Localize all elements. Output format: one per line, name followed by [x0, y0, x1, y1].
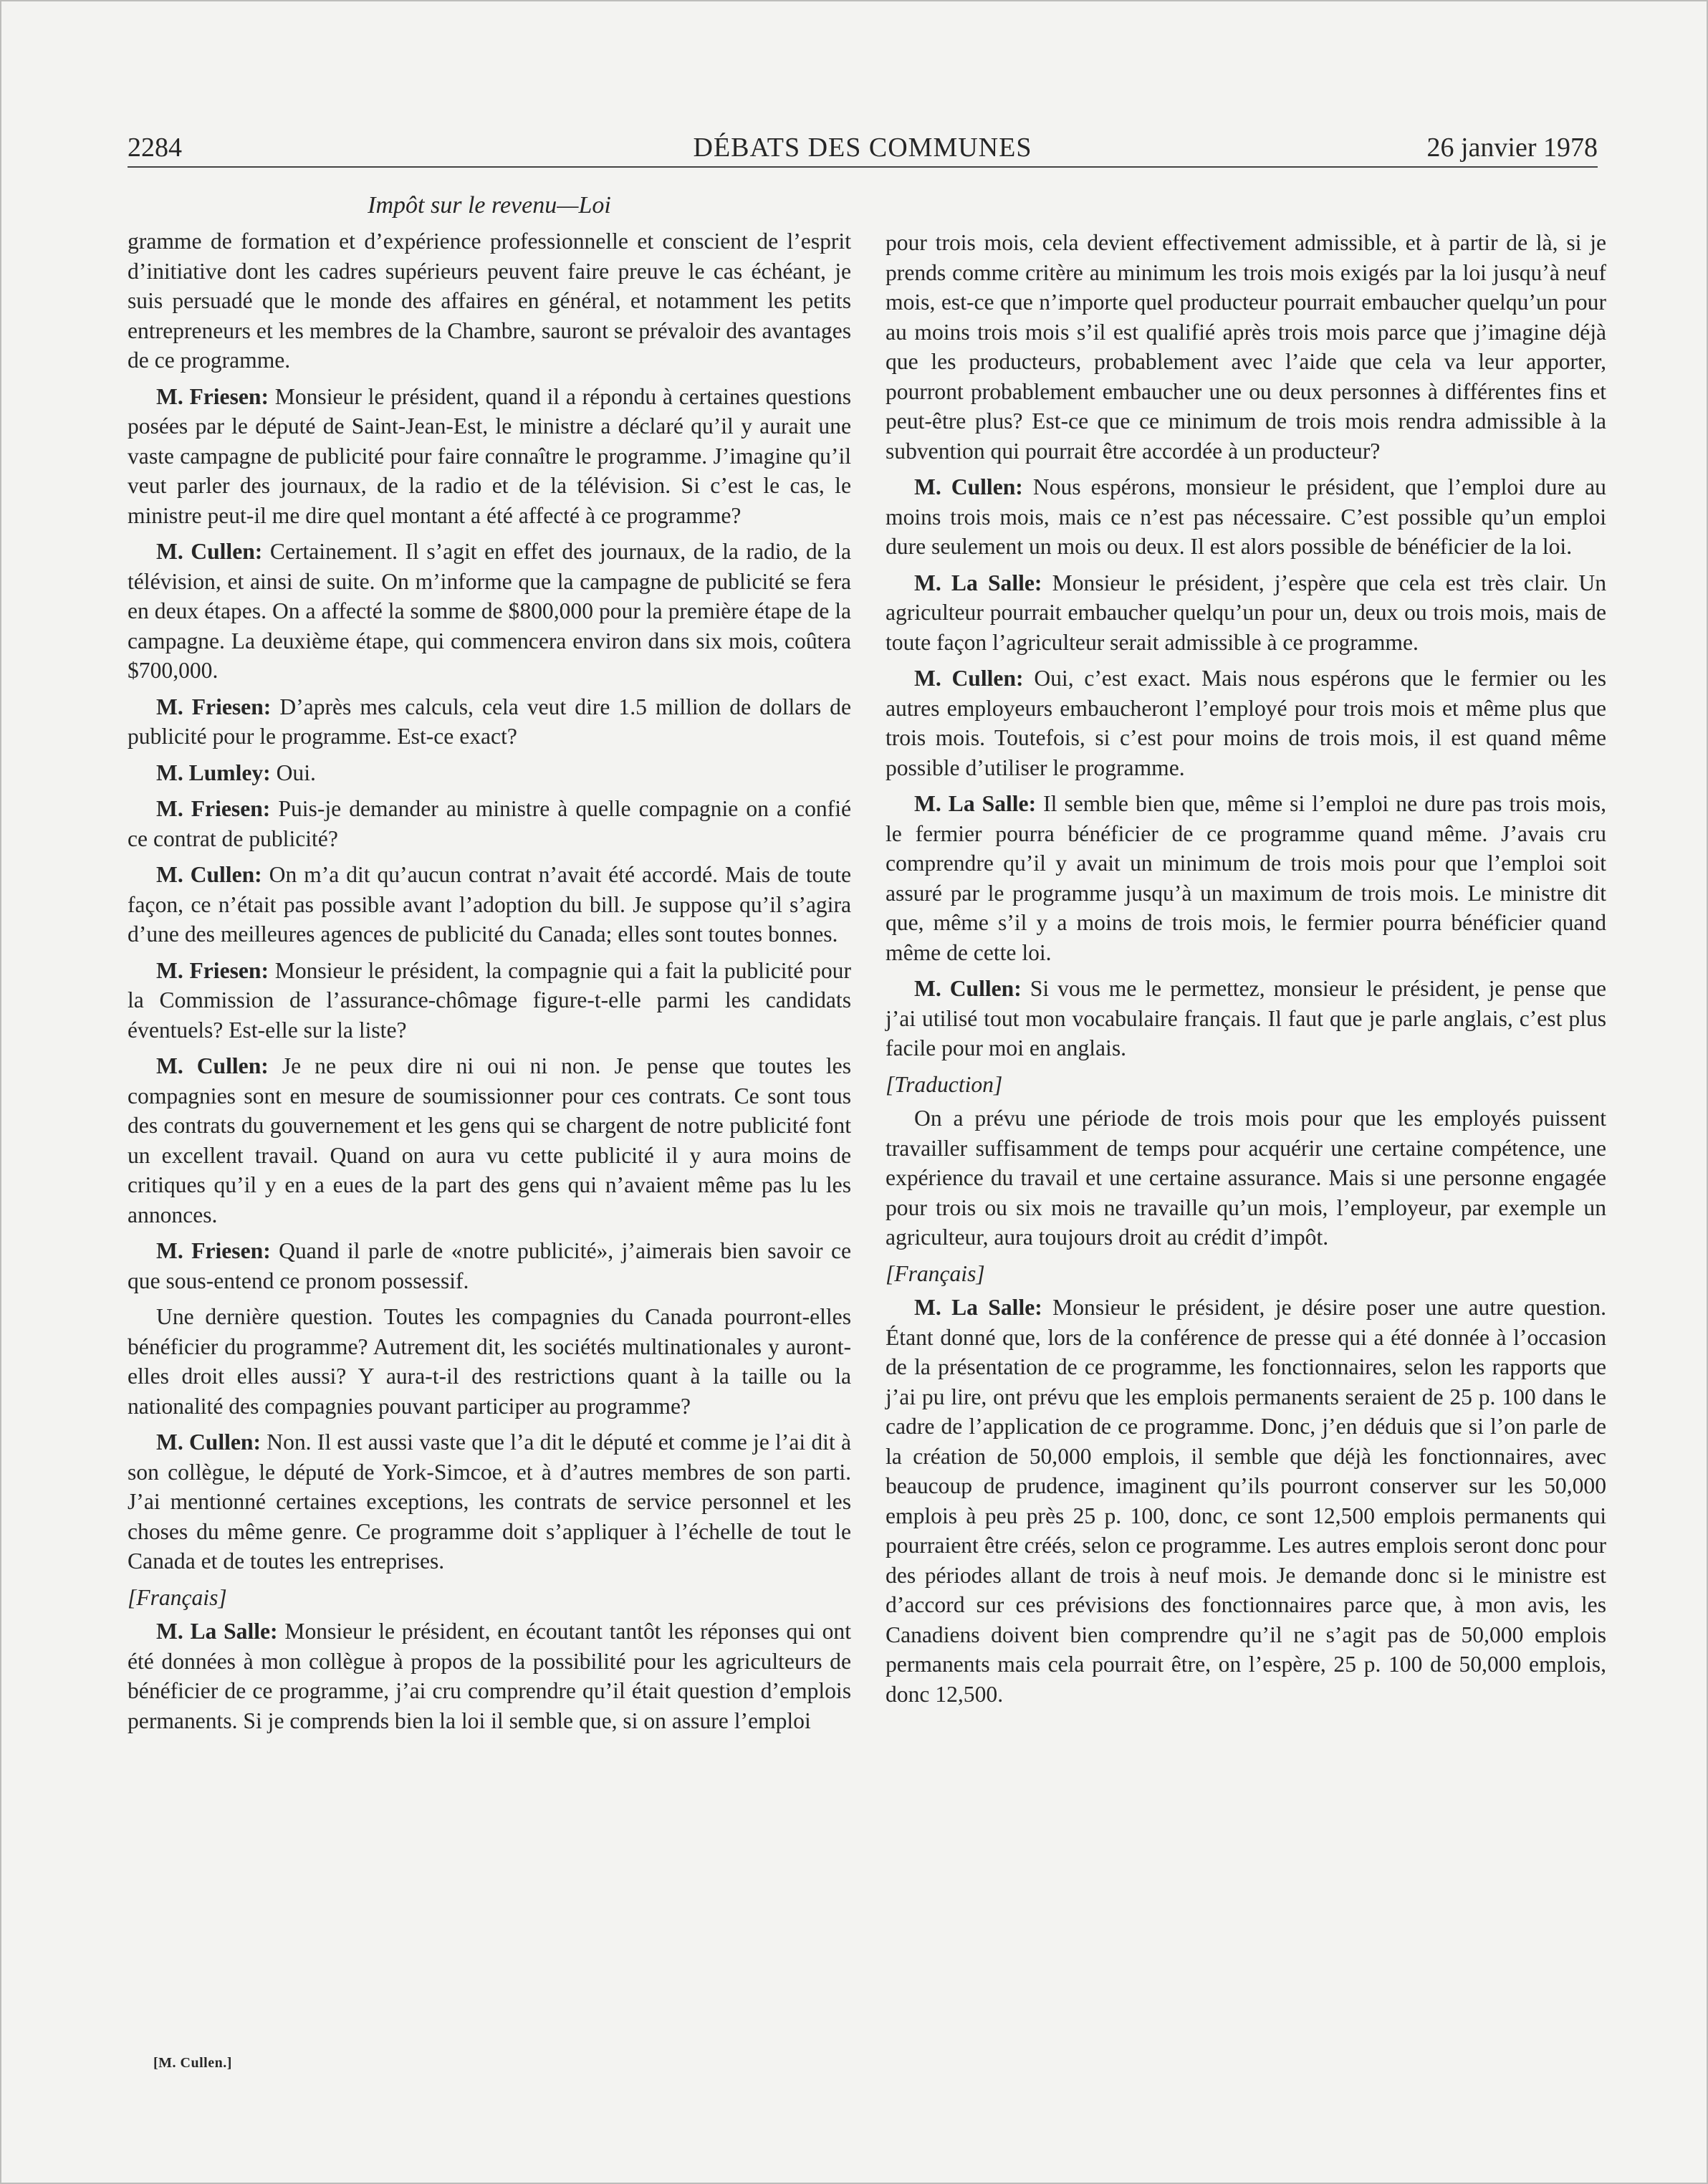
speech-paragraph — [128, 860, 851, 949]
page-number: 2284 — [128, 133, 182, 163]
paragraph-text: Monsieur le président, en écoutant tantôt les réponses qui ont été données à mon collègue à propos de la possibilité pour les agriculteurs de bénéficier de ce programme, j’ai cru comprendre qu’il était question d’emplois permanents. Si je comprends bien la loi il semble que, si on assure l’emploi — [128, 1619, 851, 1733]
speech-paragraph — [128, 956, 851, 1045]
speaker-name: M. Cullen: — [156, 1429, 262, 1455]
speaker-name: M. Cullen: — [156, 862, 262, 887]
speaker-name: M. Cullen: — [156, 539, 263, 564]
publication-title: DÉBATS DES COMMUNES — [693, 133, 1032, 163]
left-column — [128, 185, 851, 1742]
text-paragraph — [128, 1302, 851, 1421]
paragraph-text: Nous espérons, monsieur le président, que l’emploi dure au moins trois mois, mais ce n’est pas nécessaire. C’est possible qu’un emploi dure seulement un mois ou deux. Il est alors possible de bénéficier de la loi. — [886, 474, 1606, 559]
speech-paragraph — [128, 1617, 851, 1735]
speech-paragraph — [128, 1427, 851, 1576]
speech-paragraph — [886, 1293, 1606, 1709]
publication-date: 26 janvier 1978 — [1426, 133, 1598, 163]
paragraph-text: Non. Il est aussi vaste que l’a dit le député et comme je l’ai dit à son collègue, le député de York-Simcoe, et à d’autres membres de son parti. J’ai mentionné certaines exceptions, les contrats de service personnel et les choses du même genre. Ce programme doit s’appliquer à l’échelle de tout le Canada et de toutes les entreprises. — [128, 1429, 851, 1574]
language-note-text: [Français] — [886, 1260, 985, 1286]
paragraph-text: Certainement. Il s’agit en effet des journaux, de la radio, de la télévision, et ainsi de suite. On m’informe que la campagne de publicité se fera en deux étapes. On a affecté la somme de $800,000 pour la première étape de la campagne. La deuxième étape, qui commencera environ dans six mois, coûtera $700,000. — [128, 539, 851, 683]
paragraph-text: gramme de formation et d’expérience professionnelle et conscient de l’esprit d’initiative dont les cadres supérieurs peuvent faire preuve le cas échéant, je suis persuadé que le monde des affaires en général, et notamment les petits entrepreneurs et les membres de la Chambre, sauront se prévaloir des avantages de ce programme. — [128, 229, 851, 373]
speech-paragraph — [128, 382, 851, 531]
speech-paragraph — [886, 974, 1606, 1063]
speech-paragraph — [886, 472, 1606, 562]
speaker-name: M. Cullen: — [914, 474, 1023, 499]
paragraph-text: Monsieur le président, la compagnie qui a fait la publicité pour la Commission de l’assurance-chômage figure-t-elle parmi les candidats éventuels? Est-elle sur la liste? — [128, 957, 851, 1043]
speech-paragraph — [128, 692, 851, 752]
text-paragraph — [886, 228, 1606, 466]
paragraph-text: pour trois mois, cela devient effectivement admissible, et à partir de là, si je prends comme critère au minimum les trois mois exigés par la loi jusqu’à neuf mois, est-ce que n’importe quel producteur pourrait embaucher quelqu’un pour au moins trois mois s’il est qualifié après trois mois parce que j’imagine déjà que les producteurs, probablement avec l’aide que cela va leur apporter, pourront probablement embaucher une ou deux personnes à différentes fins et peut-être plus? Est-ce que ce minimum de trois mois rendra admissible à la subvention qui pourrait être accordée à un producteur? — [886, 230, 1606, 464]
speaker-name: M. Friesen: — [156, 1238, 271, 1263]
speaker-name: M. Friesen: — [156, 957, 269, 983]
speaker-name: M. La Salle: — [914, 1295, 1042, 1320]
speaker-name: M. Cullen: — [914, 976, 1022, 1001]
language-note — [886, 1070, 1606, 1100]
paragraph-text: On a prévu une période de trois mois pour que les employés puissent travailler suffisamment de temps pour acquérir une certaine compétence, une expérience du travail et une certaine assurance. Mais si une personne engagée pour trois ou six mois ne travaille qu’un mois, l’employeur, par exemple un agriculteur, aura toujours droit au crédit d’impôt. — [886, 1106, 1606, 1250]
speech-paragraph — [128, 1051, 851, 1230]
speaker-name: M. Cullen: — [156, 1053, 269, 1078]
right-column-body — [886, 228, 1606, 1709]
language-note — [128, 1583, 851, 1613]
speech-paragraph — [128, 794, 851, 853]
paragraph-text: Il semble bien que, même si l’emploi ne dure pas trois mois, le fermier pourra bénéficier de ce programme quand même. J’avais cru comprendre qu’il y avait un minimum de trois mois pour que l’emploi soit assuré par le programme jusqu’à un maximum de trois mois. Le ministre dit que, même s’il y a moins de trois mois, le fermier pourra bénéficier quand même de cette loi. — [886, 791, 1606, 965]
paragraph-text: Quand il parle de «notre publicité», j’aimerais bien savoir ce que sous-entend ce pronom possessif. — [128, 1238, 851, 1293]
speech-paragraph — [886, 568, 1606, 658]
paragraph-text: Monsieur le président, quand il a répondu à certaines questions posées par le député de Saint-Jean-Est, le ministre a déclaré qu’il y aurait une vaste campagne de publicité pour faire connaître le programme. J’imagine qu’il veut parler des journaux, de la radio et de la télévision. Si c’est le cas, le ministre peut-il me dire quel montant a été affecté à ce programme? — [128, 383, 851, 528]
speaker-name: M. La Salle: — [914, 791, 1037, 816]
speech-paragraph — [886, 664, 1606, 782]
paragraph-text: Puis-je demander au ministre à quelle compagnie on a confié ce contrat de publicité? — [128, 796, 851, 851]
paragraph-text: Oui. — [270, 760, 316, 785]
speech-paragraph — [128, 758, 851, 788]
header-rule — [128, 166, 1598, 168]
speech-paragraph — [128, 537, 851, 686]
speaker-name: M. Lumley: — [156, 760, 271, 785]
paragraph-text: Oui, c’est exact. Mais nous espérons que le fermier ou les autres employeurs embaucheront l’employé pour trois mois et même plus que trois mois. Toutefois, si c’est pour moins de trois mois, il est quand même possible d’utiliser le programme. — [886, 666, 1606, 780]
paragraph-text: Monsieur le président, j’espère que cela est très clair. Un agriculteur pourrait embaucher quelqu’un pour un, deux ou trois mois, mais de toute façon l’agriculteur serait admissible à ce programme. — [886, 570, 1606, 655]
paragraph-text: Je ne peux dire ni oui ni non. Je pense que toutes les compagnies sont en mesure de soumissionner pour ces contrats. Ce sont tous des contrats du gouvernement et les gens qui se chargent de notre publicité font un excellent travail. Quand on aura vu cette publicité il y aura moins de critiques qu’il y en a eues de la part des gens qui n’avaient même pas lu les annonces. — [128, 1053, 851, 1227]
speech-paragraph — [128, 1236, 851, 1295]
speaker-name: M. Friesen: — [156, 694, 272, 719]
language-note — [886, 1259, 1606, 1289]
speaker-name: M. Cullen: — [914, 666, 1024, 691]
paragraph-text: Une dernière question. Toutes les compagnies du Canada pourront-elles bénéficier du programme? Autrement dit, les sociétés multinationales y auront-elles droit elles aussi? Y aura-t-il des restrictions quant à la taille ou la nationalité des compagnies pouvant participer au programme? — [128, 1304, 851, 1419]
speaker-name: M. Friesen: — [156, 383, 269, 409]
speaker-name: M. Friesen: — [156, 796, 271, 821]
text-paragraph — [886, 1103, 1606, 1253]
page-header — [128, 128, 1598, 168]
footnote-attribution: [M. Cullen.] — [153, 2055, 232, 2071]
left-column-body — [128, 226, 851, 1735]
running-head: Impôt sur le revenu—Loi — [368, 192, 611, 219]
speaker-name: M. La Salle: — [156, 1619, 278, 1644]
language-note-text: [Français] — [128, 1584, 227, 1610]
paragraph-text: D’après mes calculs, cela veut dire 1.5 million de dollars de publicité pour le programme. Est-ce exact? — [128, 694, 851, 749]
paragraph-text: On m’a dit qu’aucun contrat n’avait été accordé. Mais de toute façon, ce n’était pas possible avant l’adoption du bill. Je suppose qu’il s’agira d’une des meilleures agences de publicité du Canada; elles sont toutes bonnes. — [128, 862, 851, 947]
text-paragraph — [128, 226, 851, 375]
paragraph-text: Monsieur le président, je désire poser une autre question. Étant donné que, lors de la conférence de presse qui a été donnée à l’occasion de la présentation de ce programme, les fonctionnaires, selon les rapports que j’ai pu lire, ont prévu que les emplois permanents seraient de 25 p. 100 dans le cadre de l’application de ce programme. Donc, j’en déduis que si l’on parle de la création de 50,000 emplois, il semble que déjà les fonctionnaires, avec beaucoup de prudence, imaginent qu’ils pourront conserver sur les 50,000 emplois à peu près 25 p. 100, donc, ce sont 12,500 emplois permanents qui pourraient être créés, selon ce programme. Les autres emplois seront donc pour des périodes allant de trois à neuf mois. Je demande donc si le ministre est d’accord sur ces prévisions des fonctionnaires parce que, à mon avis, les Canadiens doivent bien comprendre qu’il ne s’agit pas de 50,000 emplois permanents mais cela pourrait être, on l’espère, 25 p. 100 de 50,000 emplois, donc 12,500. — [886, 1295, 1606, 1707]
right-column — [886, 228, 1606, 1715]
language-note-text: [Traduction] — [886, 1071, 1003, 1097]
speaker-name: M. La Salle: — [914, 570, 1042, 595]
speech-paragraph — [886, 789, 1606, 967]
paragraph-text: Si vous me le permettez, monsieur le président, je pense que j’ai utilisé tout mon vocabulaire français. Il faut que je parle anglais, c’est plus facile pour moi en anglais. — [886, 976, 1606, 1060]
